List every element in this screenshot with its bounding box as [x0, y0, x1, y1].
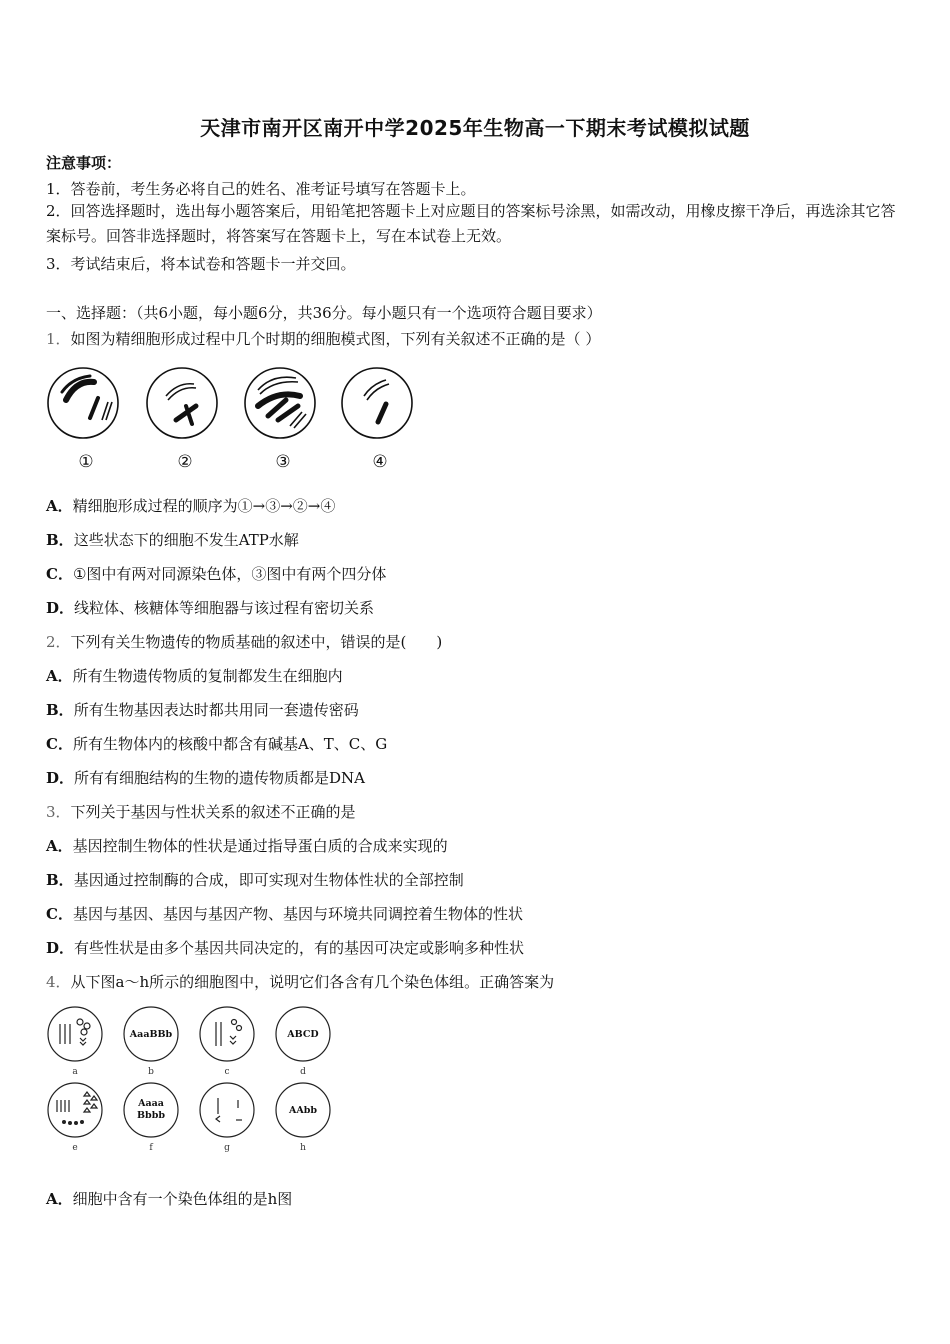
question-3: 3．下列关于基因与性状关系的叙述不正确的是: [46, 803, 356, 821]
cell-label-f: f: [149, 1143, 153, 1153]
cell-b-genotype: AaaBBb: [129, 1029, 173, 1040]
cell-a: [48, 1007, 102, 1061]
cell-a-chromosomes: [60, 1019, 90, 1045]
figure-label-3: ③: [275, 452, 291, 472]
notice-item-2: 2．回答选择题时，选出每小题答案后，用铅笔把答题卡上对应题目的答案标号涂黑，如需改动，用橡皮擦干净后，再选涂其它答案标号。回答非选择题时，将答案写在答题卡上，写在本试卷上无效。: [46, 202, 896, 245]
notice-item-3: 3．考试结束后，将本试卷和答题卡一并交回。: [46, 255, 356, 273]
notice-heading: 注意事项：: [46, 154, 122, 172]
cell-e: [48, 1083, 102, 1137]
q4-option-a: A．细胞中含有一个染色体组的是h图: [46, 1190, 293, 1208]
cell-label-b: b: [148, 1067, 154, 1077]
q2-option-d: D．所有有细胞结构的生物的遗传物质都是DNA: [46, 769, 366, 787]
chromosomes-cell-2: [166, 384, 196, 424]
cell-chromosome-figure: [44, 1004, 344, 1154]
question-2: 2．下列有关生物遗传的物质基础的叙述中，错误的是( ): [46, 633, 443, 651]
section-heading: 一、选择题：（共6小题，每小题6分，共36分。每小题只有一个选项符合题目要求）: [46, 304, 602, 322]
cell-e-dots: [62, 1120, 84, 1125]
chromosomes-cell-3: [258, 377, 306, 428]
page-title: 天津市南开区南开中学2025年生物高一下期末考试模拟试题: [200, 116, 750, 140]
meiosis-figure: [46, 360, 446, 475]
q3-option-b: B．基因通过控制酶的合成，即可实现对生物体性状的全部控制: [46, 871, 464, 889]
q2-option-c: C．所有生物体内的核酸中都含有碱基A、T、C、G: [46, 735, 388, 753]
figure-label-1: ①: [78, 452, 94, 472]
cell-g: [200, 1083, 254, 1137]
cell-f-genotype-1: Aaaa: [138, 1098, 164, 1109]
q3-option-d: D．有些性状是由多个基因共同决定的，有的基因可决定或影响多种性状: [46, 939, 525, 957]
cell-g-chromosomes: [216, 1098, 242, 1122]
cell-label-d: d: [300, 1067, 306, 1077]
notice-item-1: 1．答卷前，考生务必将自己的姓名、准考证号填写在答题卡上。: [46, 180, 476, 198]
cell-e-chromosomes: [57, 1092, 97, 1112]
cell-label-a: a: [72, 1067, 78, 1077]
question-1: [46, 328, 600, 349]
q2-option-a: A．所有生物遗传物质的复制都发生在细胞内: [46, 667, 343, 685]
question-number: 1．: [46, 330, 71, 348]
figure-label-2: ②: [177, 452, 193, 472]
chromosomes-cell-1: [62, 376, 112, 420]
cell-f-genotype-2: Bbbb: [137, 1110, 165, 1121]
q1-option-c: C．①图中有两对同源染色体，③图中有两个四分体: [46, 565, 387, 583]
q1-option-d: D．线粒体、核糖体等细胞器与该过程有密切关系: [46, 599, 375, 617]
cell-c-chromosomes: [216, 1020, 242, 1047]
chromosomes-cell-4: [364, 380, 389, 422]
cell-circle-2: [147, 368, 217, 438]
question-4: 4．从下图a～h所示的细胞图中，说明它们各含有几个染色体组。正确答案为: [46, 973, 555, 991]
cell-d-genotype: ABCD: [287, 1029, 319, 1040]
cell-label-c: c: [224, 1067, 230, 1077]
q3-option-a: A．基因控制生物体的性状是通过指导蛋白质的合成来实现的: [46, 837, 448, 855]
cell-label-h: h: [300, 1143, 306, 1153]
cell-label-g: g: [224, 1143, 230, 1153]
figure-label-4: ④: [372, 452, 388, 472]
q1-option-a: A．精细胞形成过程的顺序为①→③→②→④: [46, 497, 336, 515]
cell-label-e: e: [72, 1143, 78, 1153]
q3-option-c: C．基因与基因、基因与基因产物、基因与环境共同调控着生物体的性状: [46, 905, 523, 923]
q1-option-b: B．这些状态下的细胞不发生ATP水解: [46, 531, 299, 549]
cell-circle-4: [342, 368, 412, 438]
question-stem: 如图为精细胞形成过程中几个时期的细胞模式图，下列有关叙述不正确的是（ ）: [70, 330, 601, 348]
q2-option-b: B．所有生物基因表达时都共用同一套遗传密码: [46, 701, 359, 719]
cell-h-genotype: AAbb: [288, 1105, 318, 1116]
cell-c: [200, 1007, 254, 1061]
